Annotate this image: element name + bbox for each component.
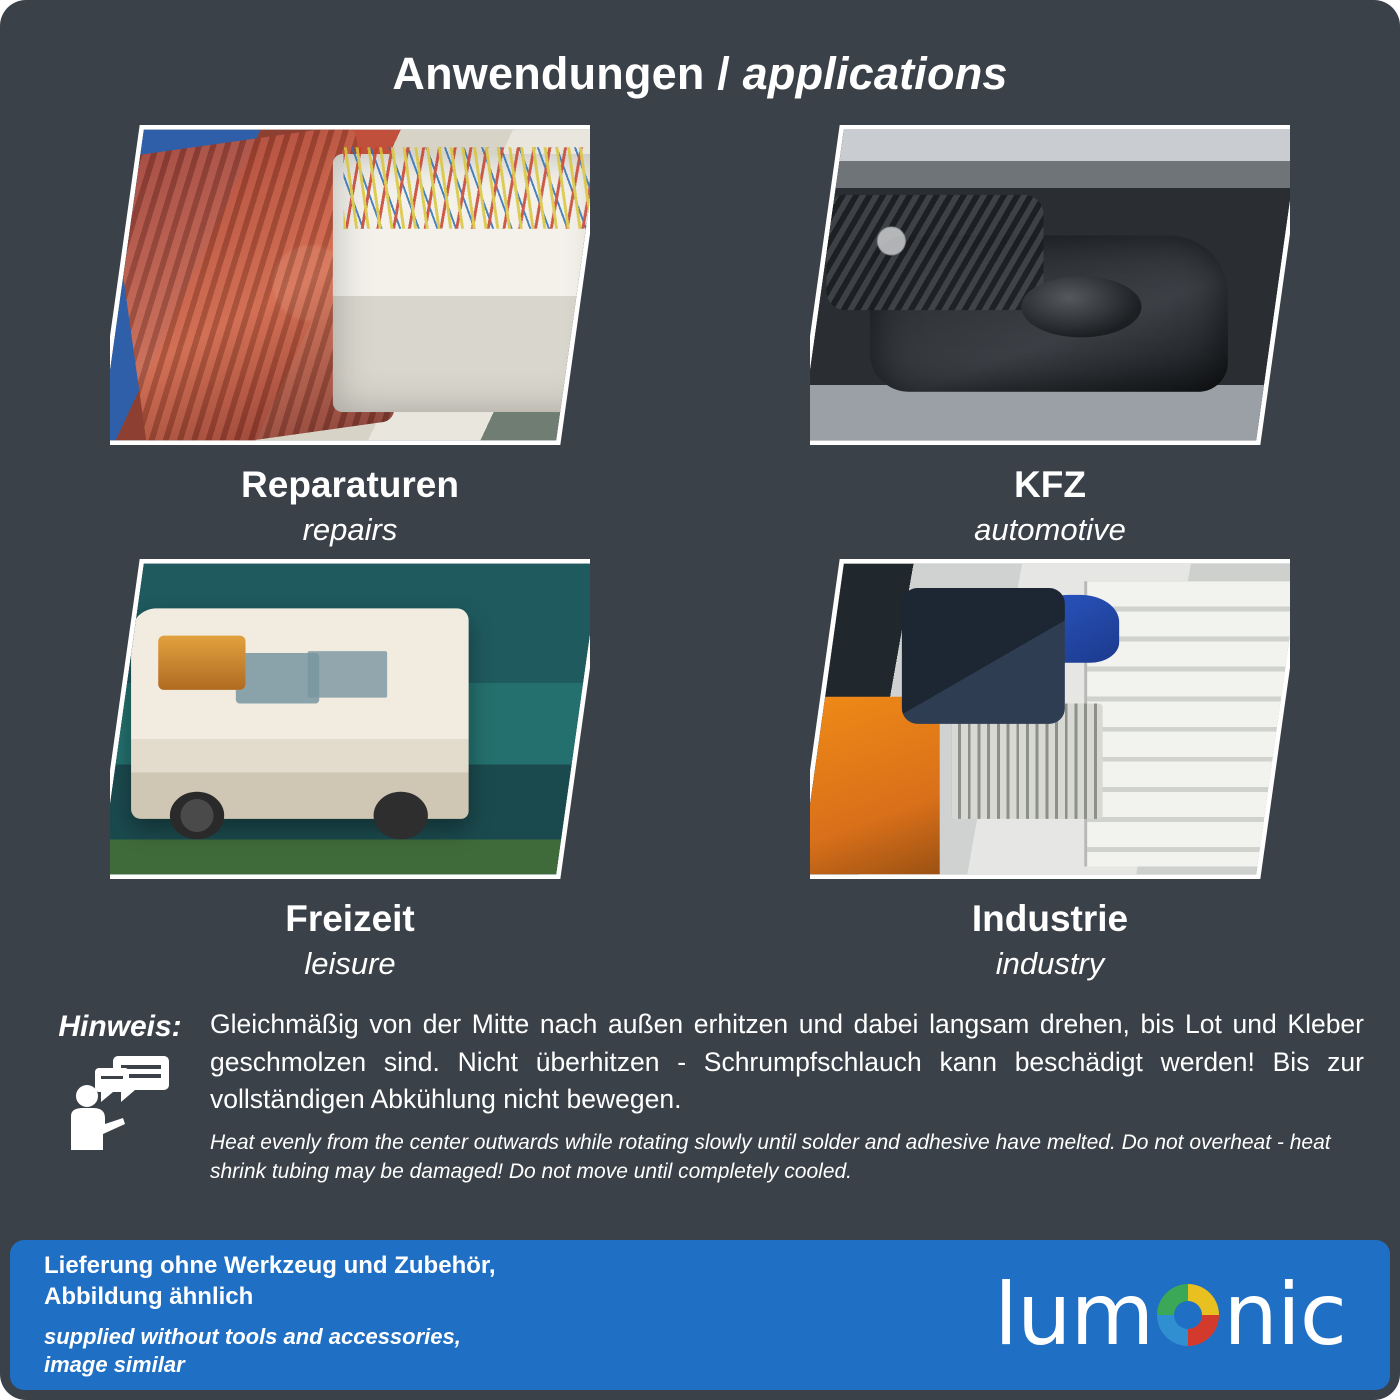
note-block	[36, 1006, 1364, 1187]
repair-photo	[110, 125, 590, 445]
application-label-en-repairs: repairs	[302, 512, 398, 547]
brand-logo	[994, 1265, 1356, 1365]
electrical-cabinet-photo-frame	[810, 554, 1290, 884]
note-body	[204, 1006, 1364, 1187]
note-text-en: Heat evenly from the center outwards while rotating slowly until solder and adhesive have melted. Do not overheat - heat shrink tubing may be damaged! Do not move until completely cooled.	[210, 1130, 1331, 1183]
application-label-en-industry: industry	[995, 946, 1105, 981]
footer-de-line1: Lieferung ohne Werkzeug und Zubehör,	[44, 1252, 496, 1280]
camper-wheels-detail	[169, 792, 223, 840]
application-label-en-automotive: automotive	[974, 512, 1126, 547]
engine-hose-detail	[826, 195, 1043, 310]
footer-en-line2: image similar	[44, 1351, 185, 1377]
application-card-automotive	[700, 120, 1400, 554]
title-de: Anwendungen	[392, 48, 705, 99]
title-separator: /	[704, 48, 743, 99]
application-label-de-leisure: Freizeit	[285, 898, 415, 939]
note-title: Hinweis:	[58, 1010, 182, 1043]
brand-text-part2: nic	[1223, 1265, 1346, 1365]
application-label-de-repairs: Reparaturen	[241, 464, 459, 505]
application-label-en-leisure: leisure	[304, 946, 396, 981]
footer-en-line1: supplied without tools and accessories,	[44, 1323, 461, 1349]
note-left-column	[36, 1006, 204, 1152]
page-title	[0, 0, 1400, 100]
camper-van-photo	[110, 559, 590, 879]
application-card-industry	[700, 554, 1400, 988]
person-speech-bubble-icon	[36, 1052, 204, 1152]
footer-de-line2: Abbildung ähnlich	[44, 1282, 254, 1310]
footer-bar	[10, 1240, 1390, 1390]
camper-van-photo-frame	[110, 554, 590, 884]
applications-grid	[0, 120, 1400, 988]
colored-ring-o-icon	[1157, 1284, 1219, 1346]
footer-disclaimer	[44, 1251, 496, 1379]
note-text-de: Gleichmäßig von der Mitte nach außen erhitzen und dabei langsam drehen, bis Lot und Kleber geschmolzen sind. Nicht überhitzen - Schrumpfschlauch kann beschädigt werden! Bis zur vollständigen Abkühlung nicht bewegen.	[210, 1009, 1364, 1115]
blue-glove-detail	[1022, 595, 1120, 663]
title-en: applications	[742, 48, 1008, 99]
wire-bundle-detail	[343, 147, 590, 228]
engine-bay-photo-frame	[810, 120, 1290, 450]
repair-photo-frame	[110, 120, 590, 450]
application-label-de-automotive: KFZ	[1014, 464, 1086, 505]
application-card-repairs	[0, 120, 700, 554]
engine-bay-photo	[810, 125, 1290, 445]
application-label-de-industry: Industrie	[971, 898, 1129, 939]
brand-text-part1: lum	[994, 1265, 1154, 1365]
terminal-block-detail	[951, 703, 1103, 818]
electrical-cabinet-photo	[810, 559, 1290, 879]
application-card-leisure	[0, 554, 700, 988]
